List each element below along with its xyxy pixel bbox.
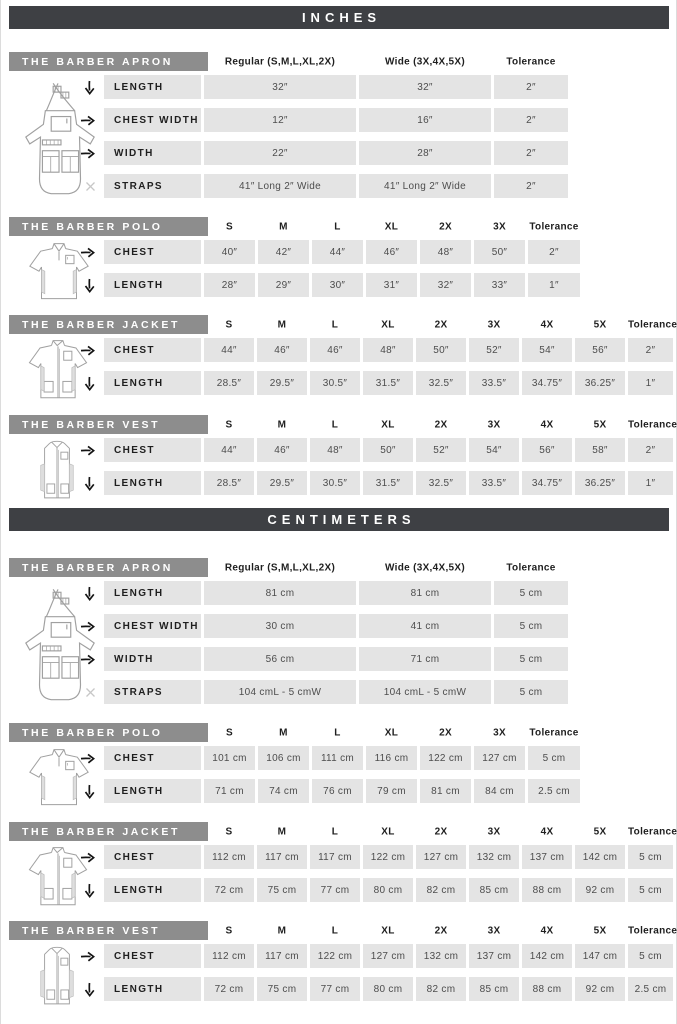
size-value-cell: 2″ (628, 438, 673, 462)
size-value-cell: 29.5″ (257, 371, 307, 395)
centimeters-tables (9, 558, 677, 1001)
size-value-cell: 106 cm (258, 746, 309, 770)
size-value-cell: 71 cm (359, 647, 491, 671)
column-header: 3X (487, 925, 501, 936)
column-header: M (277, 925, 287, 936)
size-value-cell: 29.5″ (257, 471, 307, 495)
column-header: Wide (3X,4X,5X) (385, 562, 465, 573)
column-header: 2X (439, 727, 452, 738)
column-header: Regular (S,M,L,XL,2X) (224, 562, 336, 573)
size-value-cell: 132 cm (416, 944, 466, 968)
column-header: M (277, 319, 287, 330)
column-header: XL (381, 419, 395, 430)
table-row (9, 75, 669, 99)
size-value-cell: 84 cm (474, 779, 525, 803)
size-value-cell: 30.5″ (310, 471, 360, 495)
column-header: 2X (439, 221, 452, 232)
size-value-cell: 71 cm (204, 779, 255, 803)
size-value-cell: 82 cm (416, 878, 466, 902)
row-label: CHEST (104, 845, 201, 869)
table-row (9, 371, 669, 395)
apron-illustration (19, 582, 101, 708)
size-value-cell: 76 cm (312, 779, 363, 803)
size-value-cell: 48″ (363, 338, 413, 362)
size-value-cell: 16″ (359, 108, 491, 132)
size-value-cell: 112 cm (204, 944, 254, 968)
table-row (9, 273, 669, 297)
table-title: THE BARBER POLO (9, 217, 208, 236)
table-title: THE BARBER VEST (9, 415, 208, 434)
column-header: Tolerance (529, 727, 579, 738)
column-header: 3X (487, 319, 501, 330)
size-value-cell: 46″ (257, 438, 307, 462)
row-label: CHEST (104, 746, 201, 770)
column-header: S (225, 826, 233, 837)
row-label: LENGTH (104, 75, 201, 99)
row-label: CHEST (104, 338, 201, 362)
size-value-cell: 122 cm (363, 845, 413, 869)
inches-tables (9, 52, 677, 495)
jacket-illustration (18, 339, 98, 401)
size-value-cell: 5 cm (628, 845, 673, 869)
size-value-cell: 22″ (204, 141, 356, 165)
size-value-cell: 117 cm (257, 845, 307, 869)
size-value-cell: 30 cm (204, 614, 356, 638)
size-value-cell: 48″ (310, 438, 360, 462)
size-value-cell: 92 cm (575, 977, 625, 1001)
size-value-cell: 32″ (204, 75, 356, 99)
size-value-cell: 112 cm (204, 845, 254, 869)
row-label: WIDTH (104, 647, 201, 671)
size-value-cell: 2″ (494, 75, 568, 99)
column-header: 5X (593, 925, 607, 936)
row-label: CHEST WIDTH (104, 614, 201, 638)
table-row (9, 944, 669, 968)
row-label: LENGTH (104, 878, 201, 902)
size-value-cell: 52″ (416, 438, 466, 462)
column-header: Tolerance (628, 419, 677, 430)
table-row (9, 746, 669, 770)
column-header: 5X (593, 826, 607, 837)
size-value-cell: 1″ (628, 471, 673, 495)
column-header: 2X (434, 319, 448, 330)
size-value-cell: 32.5″ (416, 371, 466, 395)
column-header: 3X (487, 419, 501, 430)
column-header: S (226, 221, 233, 232)
size-value-cell: 104 cmL - 5 cmW (359, 680, 491, 704)
table-row (9, 614, 669, 638)
size-value-cell: 33.5″ (469, 471, 519, 495)
jacket-illustration (18, 846, 98, 908)
column-header: 4X (540, 419, 554, 430)
size-value-cell: 88 cm (522, 878, 572, 902)
size-value-cell: 32.5″ (416, 471, 466, 495)
column-header: 5X (593, 419, 607, 430)
size-table-polo-inches (9, 217, 669, 297)
table-header-row (9, 558, 669, 577)
size-value-cell: 56 cm (204, 647, 356, 671)
size-value-cell: 30″ (312, 273, 363, 297)
size-value-cell: 46″ (366, 240, 417, 264)
size-value-cell: 142 cm (522, 944, 572, 968)
size-value-cell: 2″ (494, 108, 568, 132)
centimeters-banner: CENTIMETERS (9, 508, 669, 531)
column-header: XL (384, 221, 399, 232)
column-header: M (279, 727, 288, 738)
size-value-cell: 36.25″ (575, 371, 625, 395)
size-value-cell: 28.5″ (204, 471, 254, 495)
size-value-cell: 2″ (494, 141, 568, 165)
row-label: WIDTH (104, 141, 201, 165)
size-value-cell: 46″ (310, 338, 360, 362)
vest-illustration (25, 945, 89, 1007)
row-label: CHEST (104, 240, 201, 264)
table-title: THE BARBER VEST (9, 921, 208, 940)
size-value-cell: 28.5″ (204, 371, 254, 395)
column-header: 2X (434, 419, 448, 430)
size-value-cell: 5 cm (494, 647, 568, 671)
row-label: LENGTH (104, 471, 201, 495)
section-inches (9, 6, 677, 495)
size-value-cell: 2.5 cm (528, 779, 580, 803)
polo-illustration (18, 748, 100, 808)
size-value-cell: 2.5 cm (628, 977, 673, 1001)
size-value-cell: 56″ (575, 338, 625, 362)
table-row (9, 108, 669, 132)
size-value-cell: 122 cm (310, 944, 360, 968)
size-value-cell: 58″ (575, 438, 625, 462)
column-header: L (334, 727, 341, 738)
column-header: 4X (540, 925, 554, 936)
size-value-cell: 44″ (204, 438, 254, 462)
table-row (9, 471, 669, 495)
size-value-cell: 147 cm (575, 944, 625, 968)
column-header: Wide (3X,4X,5X) (385, 56, 465, 67)
size-value-cell: 41″ Long 2″ Wide (359, 174, 491, 198)
column-header: 3X (493, 727, 506, 738)
size-value-cell: 5 cm (628, 878, 673, 902)
size-value-cell: 137 cm (469, 944, 519, 968)
size-value-cell: 72 cm (204, 977, 254, 1001)
size-value-cell: 122 cm (420, 746, 471, 770)
inches-banner: INCHES (9, 6, 669, 29)
size-value-cell: 54″ (522, 338, 572, 362)
size-value-cell: 142 cm (575, 845, 625, 869)
size-value-cell: 41 cm (359, 614, 491, 638)
size-value-cell: 28″ (204, 273, 255, 297)
table-header-row (9, 723, 669, 742)
size-value-cell: 75 cm (257, 878, 307, 902)
column-header: M (277, 419, 287, 430)
apron-illustration (19, 76, 101, 202)
column-header: 2X (434, 826, 448, 837)
size-value-cell: 5 cm (494, 614, 568, 638)
size-value-cell: 80 cm (363, 977, 413, 1001)
table-row (9, 438, 669, 462)
size-table-jacket-inches (9, 315, 677, 395)
column-header: S (225, 419, 233, 430)
size-value-cell: 2″ (528, 240, 580, 264)
column-header: 3X (487, 826, 501, 837)
table-header-row (9, 52, 669, 71)
size-value-cell: 1″ (628, 371, 673, 395)
size-value-cell: 117 cm (257, 944, 307, 968)
table-row (9, 141, 669, 165)
column-header: XL (381, 826, 395, 837)
size-value-cell: 28″ (359, 141, 491, 165)
row-label: LENGTH (104, 371, 201, 395)
size-value-cell: 79 cm (366, 779, 417, 803)
size-value-cell: 104 cmL - 5 cmW (204, 680, 356, 704)
size-value-cell: 81 cm (359, 581, 491, 605)
column-header: Regular (S,M,L,XL,2X) (224, 56, 336, 67)
size-value-cell: 77 cm (310, 977, 360, 1001)
size-value-cell: 80 cm (363, 878, 413, 902)
size-value-cell: 42″ (258, 240, 309, 264)
column-header: 2X (434, 925, 448, 936)
size-value-cell: 85 cm (469, 878, 519, 902)
size-value-cell: 127 cm (474, 746, 525, 770)
size-value-cell: 75 cm (257, 977, 307, 1001)
table-header-row (9, 315, 677, 334)
row-label: LENGTH (104, 779, 201, 803)
size-value-cell: 36.25″ (575, 471, 625, 495)
column-header: 4X (540, 826, 554, 837)
column-header: L (331, 925, 339, 936)
row-label: STRAPS (104, 680, 201, 704)
size-value-cell: 54″ (469, 438, 519, 462)
size-value-cell: 50″ (474, 240, 525, 264)
table-row (9, 174, 669, 198)
table-row (9, 581, 669, 605)
size-value-cell: 34.75″ (522, 371, 572, 395)
column-header: L (331, 319, 339, 330)
column-header: XL (381, 319, 395, 330)
size-table-apron-inches (9, 52, 669, 198)
row-label: LENGTH (104, 273, 201, 297)
size-value-cell: 116 cm (366, 746, 417, 770)
table-row (9, 338, 669, 362)
size-value-cell: 52″ (469, 338, 519, 362)
size-value-cell: 44″ (312, 240, 363, 264)
table-row (9, 878, 669, 902)
table-row (9, 977, 669, 1001)
size-value-cell: 5 cm (494, 680, 568, 704)
vest-illustration (25, 439, 89, 501)
size-value-cell: 46″ (257, 338, 307, 362)
column-header: 4X (540, 319, 554, 330)
polo-illustration (18, 242, 100, 302)
size-value-cell: 50″ (416, 338, 466, 362)
size-value-cell: 117 cm (310, 845, 360, 869)
size-value-cell: 81 cm (204, 581, 356, 605)
column-header: 3X (493, 221, 506, 232)
size-value-cell: 30.5″ (310, 371, 360, 395)
size-value-cell: 82 cm (416, 977, 466, 1001)
size-value-cell: 31.5″ (363, 371, 413, 395)
size-value-cell: 33.5″ (469, 371, 519, 395)
size-value-cell: 44″ (204, 338, 254, 362)
column-header: Tolerance (506, 562, 556, 573)
column-header: L (334, 221, 341, 232)
size-value-cell: 50″ (363, 438, 413, 462)
column-header: L (331, 826, 339, 837)
size-value-cell: 56″ (522, 438, 572, 462)
size-value-cell: 132 cm (469, 845, 519, 869)
column-header: S (226, 727, 233, 738)
table-row (9, 647, 669, 671)
section-centimeters (9, 508, 677, 1001)
column-header: XL (381, 925, 395, 936)
table-header-row (9, 921, 677, 940)
size-value-cell: 77 cm (310, 878, 360, 902)
table-row (9, 779, 669, 803)
size-table-apron-centimeters (9, 558, 669, 704)
size-value-cell: 5 cm (628, 944, 673, 968)
size-value-cell: 1″ (528, 273, 580, 297)
table-header-row (9, 217, 669, 236)
size-value-cell: 48″ (420, 240, 471, 264)
size-table-vest-inches (9, 415, 677, 495)
size-value-cell: 41″ Long 2″ Wide (204, 174, 356, 198)
size-value-cell: 5 cm (494, 581, 568, 605)
size-value-cell: 2″ (494, 174, 568, 198)
row-label: LENGTH (104, 977, 201, 1001)
size-value-cell: 137 cm (522, 845, 572, 869)
table-header-row (9, 822, 677, 841)
column-header: L (331, 419, 339, 430)
row-label: CHEST WIDTH (104, 108, 201, 132)
table-title: THE BARBER APRON (9, 52, 208, 71)
size-table-vest-centimeters (9, 921, 677, 1001)
column-header: M (277, 826, 287, 837)
table-title: THE BARBER JACKET (9, 315, 208, 334)
size-table-jacket-centimeters (9, 822, 677, 902)
row-label: STRAPS (104, 174, 201, 198)
row-label: CHEST (104, 944, 201, 968)
size-value-cell: 127 cm (416, 845, 466, 869)
size-value-cell: 34.75″ (522, 471, 572, 495)
column-header: M (279, 221, 288, 232)
size-value-cell: 32″ (359, 75, 491, 99)
size-value-cell: 72 cm (204, 878, 254, 902)
column-header: Tolerance (628, 925, 677, 936)
table-row (9, 845, 669, 869)
table-title: THE BARBER JACKET (9, 822, 208, 841)
row-label: LENGTH (104, 581, 201, 605)
size-value-cell: 88 cm (522, 977, 572, 1001)
table-row (9, 680, 669, 704)
table-row (9, 240, 669, 264)
size-value-cell: 127 cm (363, 944, 413, 968)
size-value-cell: 92 cm (575, 878, 625, 902)
size-value-cell: 81 cm (420, 779, 471, 803)
size-value-cell: 5 cm (528, 746, 580, 770)
column-header: Tolerance (506, 56, 556, 67)
size-value-cell: 101 cm (204, 746, 255, 770)
size-value-cell: 111 cm (312, 746, 363, 770)
column-header: XL (384, 727, 399, 738)
size-value-cell: 12″ (204, 108, 356, 132)
size-table-polo-centimeters (9, 723, 669, 803)
size-value-cell: 33″ (474, 273, 525, 297)
column-header: S (225, 925, 233, 936)
size-value-cell: 85 cm (469, 977, 519, 1001)
size-value-cell: 2″ (628, 338, 673, 362)
row-label: CHEST (104, 438, 201, 462)
table-header-row (9, 415, 677, 434)
size-value-cell: 31″ (366, 273, 417, 297)
column-header: Tolerance (529, 221, 579, 232)
size-value-cell: 29″ (258, 273, 309, 297)
table-title: THE BARBER POLO (9, 723, 208, 742)
table-title: THE BARBER APRON (9, 558, 208, 577)
size-value-cell: 40″ (204, 240, 255, 264)
column-header: 5X (593, 319, 607, 330)
column-header: Tolerance (628, 826, 677, 837)
size-value-cell: 74 cm (258, 779, 309, 803)
column-header: S (225, 319, 233, 330)
size-value-cell: 32″ (420, 273, 471, 297)
size-value-cell: 31.5″ (363, 471, 413, 495)
column-header: Tolerance (628, 319, 677, 330)
